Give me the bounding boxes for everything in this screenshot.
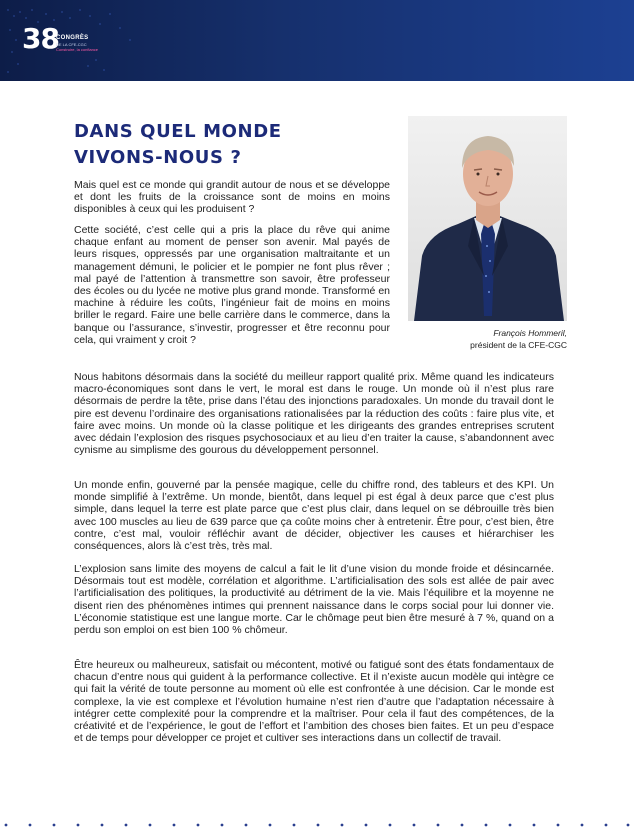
- paragraph-5: L’explosion sans limite des moyens de calcul a fait le lit d’une vision du monde froide et désincarnée. Désormais tout est modèle, corrélation et algorithme. L’artificialisation des sols est allée de pair avec l’artificialisation des politiques, la productivité au détriment de la vie. Mais l’équilibre et la moyenne ne disent rien des phénomènes intimes qui prennent naissance dans le corps social pour lui donner vie. L’économie statistique est une langue morte. Car le chômage peut bien être mesuré à 7 %, quand on a perdu son emploi on est bien 100 % chômeur.: [74, 563, 554, 637]
- portrait-photo: [408, 116, 567, 321]
- logo-number: 38: [22, 22, 59, 55]
- paragraph-1: Mais quel est ce monde qui grandit autour de nous et se développe et dont les fruits de la croissance sont de moins en moins disponibles à ceux qui les produisent ?: [74, 179, 390, 216]
- footer-dot-pattern: [0, 817, 634, 829]
- paragraph-6: Être heureux ou malheureux, satisfait ou mécontent, motivé ou fatigué sont des états fondamentaux de chacun d’entre nous qui guident à la performance collective. Et il n’existe aucun modèle qui intègre ce qui fait la vérité de toute personne au moment où elle est confrontée à une décision. Car le monde est complexe, la vie est complexe et l’évolution humaine n’est rien d’autre que l’adaptation nécessaire à intégrer cette complexité pour la comprendre et la maîtriser. Pour cela il faut des compétences, de la créativité et de l’expérience, le gout de l’effort et l’ambition des choses bien faites. Et un peu d’espace et de temps pour développer ce projet et cultiver ses interactions dans un collectif de travail.: [74, 659, 554, 745]
- photo-caption: [408, 327, 567, 351]
- logo-title: CONGRÈS: [56, 35, 89, 41]
- logo-subtitle: DE LA CFE-CGC: [56, 42, 87, 47]
- logo-tagline: Construire, la confiance: [56, 47, 99, 52]
- paragraph-2: Cette société, c’est celle qui a pris la place du rêve qui anime chaque enfant au moment de penser son avenir. Mal payés de leurs risques, oppressés par une organisation maltraitante et un management démuni, le policier et le pompier ne font plus rêver ; mal payé de l’attention à transmettre son savoir, être professeur des écoles ou du lycée ne motive plus grand monde. Transformé en machine à réduire les coûts, l’ingénieur fait de moins en moins briller le regard. Faire une belle carrière dans le commerce, dans la banque ou l’assurance, s’investir, progresser et être reconnu pour cela, qui vraiment y croit ?: [74, 224, 390, 346]
- article-title: [74, 119, 282, 171]
- caption-role: président de la CFE-CGC: [470, 340, 567, 350]
- title-line-2: VIVONS-NOUS ?: [74, 147, 242, 168]
- header-banner: [0, 0, 634, 81]
- paragraph-4: Un monde enfin, gouverné par la pensée magique, celle du chiffre rond, des tableurs et des KPI. Un monde simplifié à l’extrême. Un monde, bientôt, dans lequel pi est égal à deux parce que c’est plus simple, dans lequel la terre est plate parce que c’est plus clair, dans lequel on se débrouille très bien avec 100 muscles au lieu de 639 parce que ça coûte moins cher à entretenir. Être pour, c’est bien, être contre, c’est mal, vouloir réfléchir avant de décider, objectiver les causes et hiérarchiser les conséquences, alors là c’est très, très mal.: [74, 479, 554, 553]
- title-line-1: DANS QUEL MONDE: [74, 121, 282, 142]
- paragraph-3: Nous habitons désormais dans la société du meilleur rapport qualité prix. Même quand les indicateurs macro-économiques sont dans le vert, le moral est dans le rouge. Un monde où il n’est plus rare désormais de perdre la tête, prise dans l’étau des injonctions paradoxales. Un monde du travail dont le pire est devenu l’ordinaire des organisations rationalisées par la réduction des coûts : faire plus vite, et faire avec moins. Un monde où la classe politique et les dirigeants des grandes entreprises scrutent avec dédain l’explosion des risques psychosociaux et au lieu d’en traiter la cause, s’abandonnent avec cynisme au simplisme des gourous du développement personnel.: [74, 371, 554, 457]
- caption-name: François Hommeril,: [493, 328, 567, 338]
